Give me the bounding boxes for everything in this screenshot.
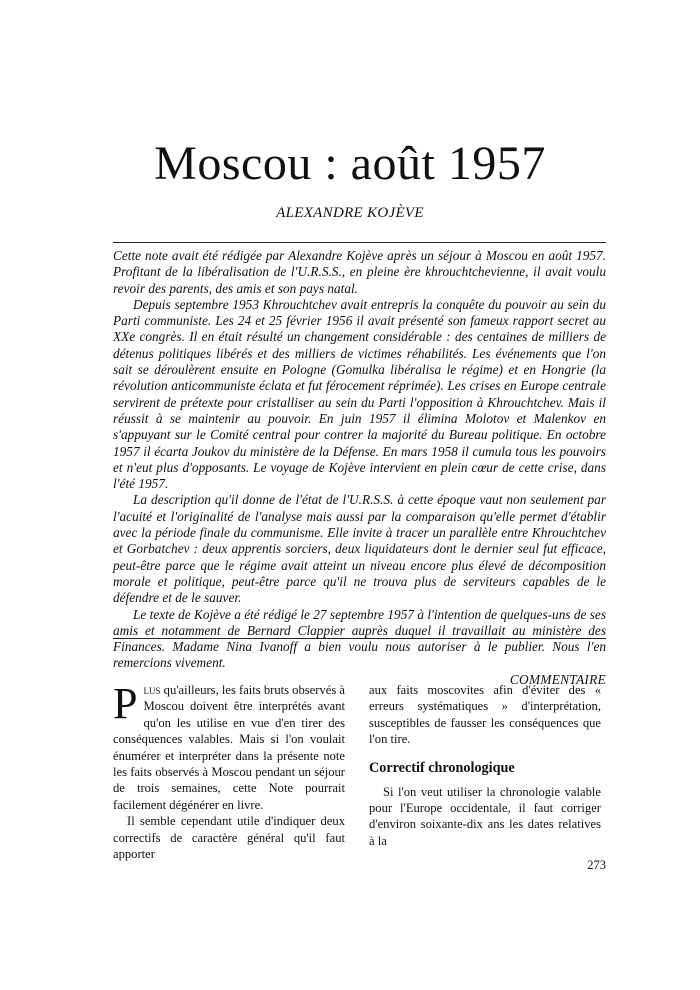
article-author: ALEXANDRE KOJÈVE [276, 205, 424, 221]
intro-top-rule [113, 242, 606, 243]
body-column-right [369, 682, 601, 849]
intro-paragraph: Depuis septembre 1953 Khrouchtchev avait entrepris la conquête du pouvoir au sein du Parti communiste. Les 24 et 25 février 1956 il avait présenté son fameux rapport secret au XXe congrès. Il en était résulté un changement considérable : des centaines de milliers de détenus politiques libérés et des milliers de victimes réhabilités. Les événements que l'on sait se déroulèrent ensuite en Pologne (Gomulka libéralisa le régime) et en Hongrie (la révolution anticommuniste éclata et fut férocement réprimée). Les crises en Europe centrale servirent de prétexte pour cristalliser au sein du Parti l'opposition à Khrouchtchev. Mais il réussit à se maintenir au pouvoir. En juin 1957 il élimina Molotov et Malenkov en s'appuyant sur le Comité central pour contrer la majorité du Bureau politique. En octobre 1957 il écarta Joukov du ministère de la Défense. En mars 1958 il cumula tous les pouvoirs et n'eut plus d'opposants. Le voyage de Kojève intervient en plein cœur de cette crise, dans l'été 1957. [113, 296, 606, 492]
intro-signature: COMMENTAIRE [509, 671, 606, 687]
lead-in-smallcaps: lus [143, 683, 161, 697]
body-paragraph [113, 679, 345, 813]
intro-paragraph: La description qu'il donne de l'état de l'U.R.S.S. à cette époque vaut non seulement par l'acuité et l'originalité de l'analyse mais aussi par la comparaison qu'elle permet d'établir avec la période finale du communisme. Elle invite à tracer un parallèle entre Khrouchtchev et Gorbatchev : deux apprentis sorciers, deux liquidateurs dont le dernier seul fut efficace, peut-être parce que le régime avait atteint un niveau encore plus élevé de décomposition morale et politique, peut-être parce qu'il ne trouva plus de serviteurs capables de le défendre et de le sauver. [113, 492, 606, 606]
article-title: Moscou : août 1957 [154, 137, 546, 190]
drop-cap: P [113, 679, 138, 728]
intro-bottom-rule [113, 638, 606, 639]
intro-paragraph: Le texte de Kojève a été rédigé le 27 septembre 1957 à l'intention de quelques-uns de ses amis et notamment de Bernard Clappier auprès duquel il travaillait au ministère des Finances. Madame Nina Ivanoff a bien voulu nous autoriser à le publier. Nous l'en remercions vivement. [113, 606, 606, 671]
page-number: 273 [587, 858, 606, 872]
body-paragraph: Il semble cependant utile d'indiquer deux correctifs de caractère général qu'il faut apporter [113, 814, 345, 862]
section-heading: Correctif chronologique [369, 759, 515, 776]
body-paragraph: aux faits moscovites afin d'éviter des « erreurs systématiques » d'interprétation, susceptibles de fausser les conséquences que l'on tire. [369, 683, 601, 747]
editorial-introduction [113, 248, 606, 688]
intro-paragraph: Cette note avait été rédigée par Alexandre Kojève après un séjour à Moscou en août 1957. Profitant de la libéralisation de l'U.R.S.S., en pleine ère khrouchtchevienne, il avait voulu revoir des parents, des amis et son pays natal. [113, 248, 606, 296]
body-column-left [113, 679, 345, 862]
body-paragraph-text: qu'ailleurs, les faits bruts observés à Moscou doivent être interprétés avant qu'on les utilise en vue d'en tirer des conséquences valables. Mais si l'on voulait énumérer et interpréter dans la présente note les faits observés à Moscou pendant un séjour de trois semaines, cette Note pourrait facilement dégénérer en livre. [113, 683, 345, 812]
body-paragraph: Si l'on veut utiliser la chronologie valable pour l'Europe occidentale, il faut corriger d'environ soixante-dix ans les dates relatives à la [369, 784, 601, 848]
